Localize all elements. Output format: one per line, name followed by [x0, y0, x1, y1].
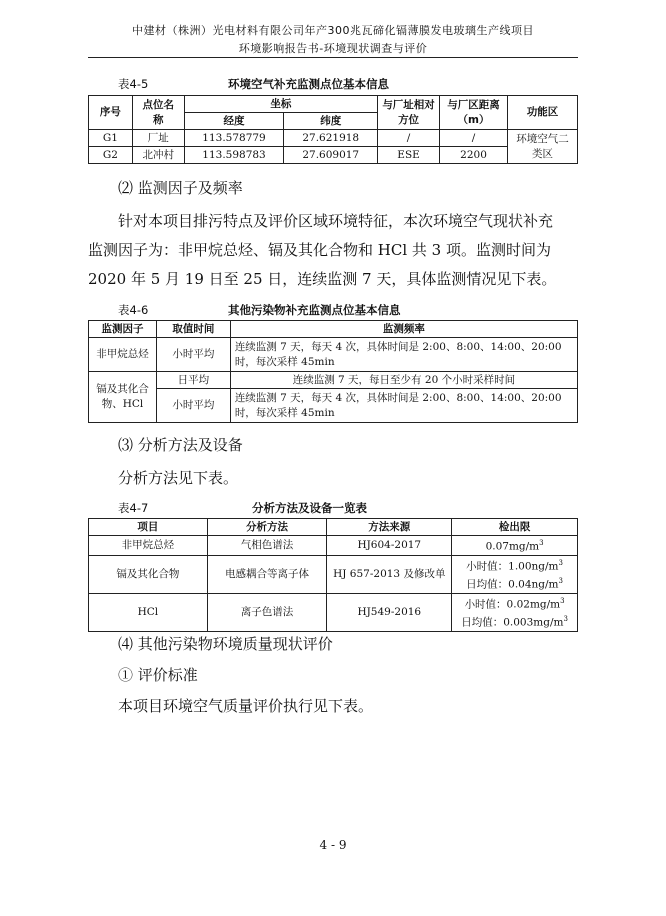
cell-limit — [452, 536, 578, 556]
th-coord: 坐标 — [184, 96, 377, 113]
section4-sub: ① 评价标准 — [118, 666, 198, 684]
th-method: 分析方法 — [207, 519, 327, 536]
limit-day: 日均值：0.04ng/m — [466, 578, 559, 591]
cell-time: 小时平均 — [156, 389, 230, 423]
th-point-text: 点位名称 — [142, 98, 174, 126]
th-limit: 检出限 — [452, 519, 578, 536]
doc-header-title: 中建材（株洲）光电材料有限公司年产300兆瓦碲化镉薄膜发电玻璃生产线项目 — [132, 24, 534, 37]
freq-line1: 连续监测 7 天，每天 4 次，具体时间是 2:00、8:00、14:00、20:00 — [234, 340, 562, 353]
cell-point: 厂址 — [132, 130, 184, 147]
th-lat: 纬度 — [284, 113, 378, 130]
table47 — [88, 518, 578, 632]
section4-heading: ⑷ 其他污染物环境质量现状评价 — [118, 635, 333, 653]
table45-label: 表4-5 — [118, 77, 149, 91]
limit-sup: 3 — [558, 558, 563, 567]
freq-line1: 连续监测 7 天，每天 4 次，具体时间是 2:00、8:00、14:00、20:00 — [234, 391, 562, 404]
cell-direction: / — [378, 130, 440, 147]
cell-lon: 113.598783 — [184, 147, 284, 164]
limit-value: 0.07mg/m — [485, 540, 540, 553]
cell-source: HJ 657-2013 及修改单 — [327, 555, 452, 593]
cell-distance: 2200 — [440, 147, 508, 164]
cell-time: 日平均 — [156, 372, 230, 389]
cell-factor — [89, 372, 157, 423]
cell-method: 电感耦合等离子体 — [207, 555, 327, 593]
cell-distance: / — [440, 130, 508, 147]
cell-source: HJ549-2016 — [327, 593, 452, 631]
section2-para-line3: 2020 年 5 月 19 日至 25 日，连续监测 7 天，具体监测情况见下表。 — [88, 270, 557, 288]
limit-hour: 小时值：1.00ng/m — [466, 560, 559, 572]
cell-limit — [452, 555, 578, 593]
table45 — [88, 95, 578, 164]
cell-factor: 非甲烷总烃 — [89, 338, 157, 372]
th-time: 取值时间 — [156, 321, 230, 338]
cell-zone-text: 环境空气二类区 — [516, 132, 569, 160]
cell-freq — [230, 338, 577, 372]
doc-header-subtitle: 环境影响报告书-环境现状调查与评价 — [238, 42, 428, 55]
section2-para-line2: 监测因子为：非甲烷总烃、镉及其化合物和 HCl 共 3 项。监测时间为 — [88, 241, 551, 259]
th-zone: 功能区 — [508, 96, 578, 130]
section3-heading: ⑶ 分析方法及设备 — [118, 436, 243, 454]
table46-label: 表4-6 — [118, 303, 149, 317]
table46-title: 其他污染物补充监测点位基本信息 — [228, 303, 401, 317]
table46 — [88, 320, 578, 423]
limit-sup: 3 — [539, 539, 544, 547]
cell-limit — [452, 593, 578, 631]
limit-sup: 3 — [563, 615, 568, 623]
page-number: 4 - 9 — [319, 838, 347, 852]
cell-time: 小时平均 — [156, 338, 230, 372]
limit-hour: 小时值：0.02mg/m — [464, 598, 561, 610]
th-factor: 监测因子 — [89, 321, 157, 338]
limit-sup: 3 — [558, 577, 563, 585]
table47-label: 表4-7 — [118, 501, 149, 515]
th-distance-text: 与厂区距离（m） — [447, 98, 500, 126]
cell-freq: 连续监测 7 天，每日至少有 20 个小时采样时间 — [230, 372, 577, 389]
limit-day: 日均值：0.003mg/m — [461, 616, 564, 629]
cell-item: 镉及其化合物 — [89, 555, 208, 593]
th-direction-text: 与厂址相对方位 — [382, 98, 435, 126]
table45-title: 环境空气补充监测点位基本信息 — [228, 77, 389, 91]
cell-item: HCl — [89, 593, 208, 631]
cell-direction: ESE — [378, 147, 440, 164]
freq-line2: 时，每次采样 45min — [234, 406, 335, 419]
cell-method: 气相色谱法 — [207, 536, 327, 556]
freq-line2: 时，每次采样 45min — [234, 355, 335, 368]
th-point — [132, 96, 184, 130]
cell-seq: G2 — [89, 147, 133, 164]
section2-para-line1: 针对本项目排污特点及评价区域环境特征，本次环境空气现状补充 — [118, 212, 554, 230]
section3-para: 分析方法见下表。 — [118, 469, 239, 487]
th-direction — [378, 96, 440, 130]
th-lon: 经度 — [184, 113, 284, 130]
section2-heading: ⑵ 监测因子及频率 — [118, 179, 243, 197]
cell-freq — [230, 389, 577, 423]
cell-zone — [508, 130, 578, 164]
cell-point: 北冲村 — [132, 147, 184, 164]
cell-lon: 113.578779 — [184, 130, 284, 147]
cell-factor-text: 镉及其化合物、HCl — [96, 383, 149, 410]
cell-lat: 27.621918 — [284, 130, 378, 147]
section4-para: 本项目环境空气质量评价执行见下表。 — [118, 697, 374, 715]
cell-lat: 27.609017 — [284, 147, 378, 164]
table47-title: 分析方法及设备一览表 — [252, 501, 367, 515]
th-item: 项目 — [89, 519, 208, 536]
th-source: 方法来源 — [327, 519, 452, 536]
limit-sup: 3 — [560, 596, 565, 605]
th-distance — [440, 96, 508, 130]
header-rule — [88, 57, 578, 58]
cell-item: 非甲烷总烃 — [89, 536, 208, 556]
cell-seq: G1 — [89, 130, 133, 147]
cell-method: 离子色谱法 — [207, 593, 327, 631]
cell-source: HJ604-2017 — [327, 536, 452, 556]
th-seq: 序号 — [89, 96, 133, 130]
th-freq: 监测频率 — [230, 321, 577, 338]
